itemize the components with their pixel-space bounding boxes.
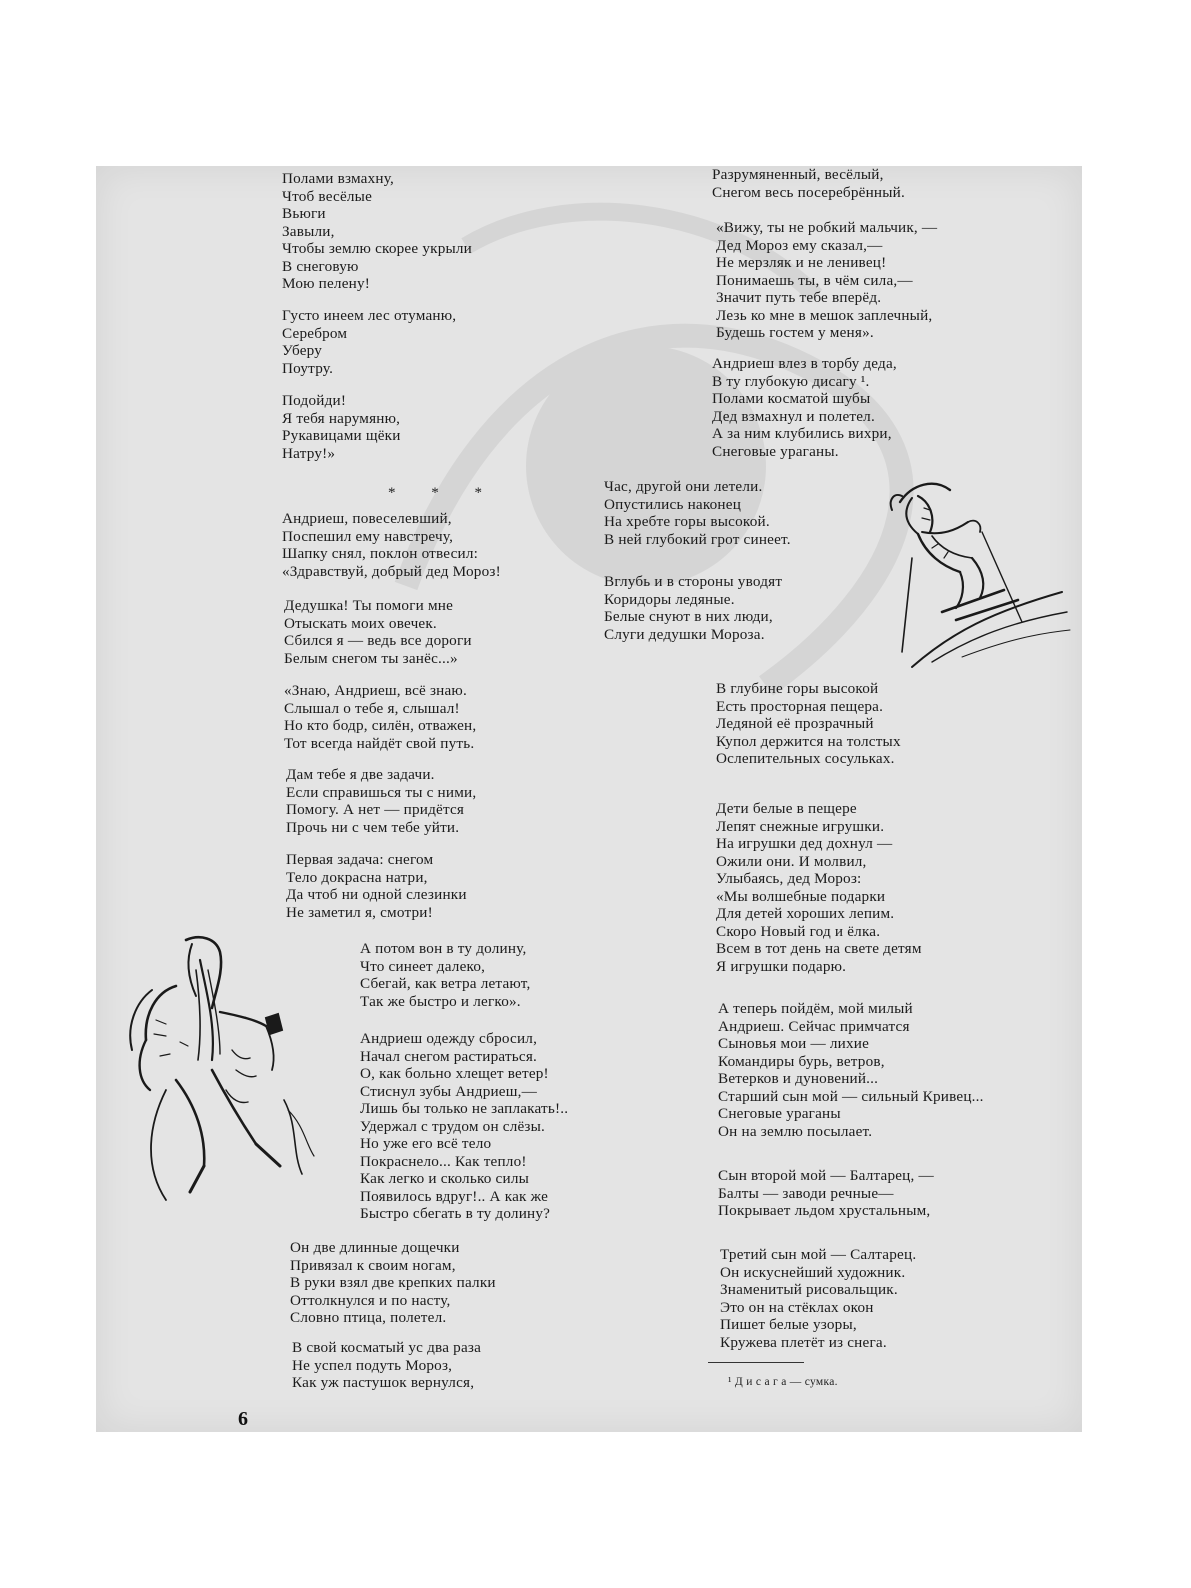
right-stanza-6: [716, 680, 901, 768]
poem-line: Дедушка! Ты помоги мне: [284, 597, 454, 614]
poem-line: «Мы волшебные подарки: [716, 887, 886, 905]
poem-line: Сбился я — ведь все дороги: [284, 632, 472, 649]
poem-line: В ней глубокий грот синеет.: [604, 530, 791, 548]
poem-line: Словно птица, полетел.: [290, 1309, 447, 1326]
poem-line: Полами взмахну,: [282, 170, 395, 187]
poem-line: Покрывает льдом хрустальным,: [718, 1202, 931, 1219]
poem-line: Чтоб весёлые: [282, 187, 373, 205]
poem-line: Тело докрасна натри,: [286, 868, 428, 886]
poem-line: Быстро сбегать в ту долину?: [360, 1205, 551, 1222]
left-stanza-11: [290, 1239, 496, 1327]
poem-line: Не успел подуть Мороз,: [292, 1356, 453, 1374]
poem-line: Значит путь тебе вперёд.: [716, 289, 882, 306]
left-stanza-10: [360, 1030, 568, 1223]
poem-line: Слуги дедушки Мороза.: [604, 625, 765, 643]
left-stanza-9: [360, 940, 530, 1010]
poem-line: Натру!»: [282, 444, 336, 462]
left-stanza-12: [292, 1339, 481, 1392]
poem-line: Но уже его всё тело: [360, 1135, 492, 1152]
poem-line: Что синеет далеко,: [360, 957, 486, 975]
poem-line: Густо инеем лес отуманю,: [282, 307, 457, 324]
poem-line: Ледяной её прозрачный: [716, 715, 874, 732]
poem-line: Вглубь и в стороны уводят: [604, 573, 783, 590]
poem-line: Тот всегда найдёт свой путь.: [284, 734, 475, 752]
poem-line: Но кто бодр, силён, отважен,: [284, 717, 477, 734]
poem-line: «Вижу, ты не робкий мальчик, —: [716, 219, 938, 236]
poem-line: Мою пелену!: [282, 275, 371, 292]
poem-line: Дам тебе я две задачи.: [286, 766, 435, 783]
poem-line: А теперь пойдём, мой милый: [718, 1000, 913, 1017]
poem-line: Есть просторная пещера.: [716, 697, 884, 715]
ded-moroz-illustration: [116, 930, 316, 1210]
poem-line: Ожили они. И молвил,: [716, 852, 867, 870]
poem-line: Ослепительных сосульках.: [716, 750, 895, 767]
poem-line: Поутру.: [282, 359, 334, 377]
poem-line: Оттолкнулся и по насту,: [290, 1291, 451, 1309]
poem-line: Как уж пастушок вернулся,: [292, 1374, 475, 1391]
poem-line: На хребте горы высокой.: [604, 513, 770, 530]
poem-line: Снегом весь посеребрённый.: [712, 183, 905, 201]
poem-line: Третий сын мой — Салтарец.: [720, 1246, 917, 1263]
right-stanza-7: [716, 800, 922, 975]
poem-line: Будешь гостем у меня».: [716, 324, 874, 341]
poem-line: О, как больно хлещет ветер!: [360, 1065, 549, 1082]
poem-line: Ветерков и дуновений...: [718, 1070, 879, 1087]
poem-line: Коридоры ледяные.: [604, 590, 735, 608]
poem-line: Вьюги: [282, 205, 326, 222]
right-stanza-9: [718, 1167, 934, 1220]
right-stanza-2: [716, 219, 937, 342]
poem-line: Снеговые ураганы.: [712, 442, 839, 460]
poem-line: Всем в тот день на свете детям: [716, 940, 922, 957]
poem-line: Начал снегом растираться.: [360, 1047, 538, 1065]
page-number: 6: [238, 1408, 248, 1430]
poem-line: Скоро Новый год и ёлка.: [716, 922, 881, 940]
poem-line: Завыли,: [282, 222, 335, 240]
poem-line: Слышал о тебе я, слышал!: [284, 699, 460, 717]
left-stanza-1: [282, 170, 472, 293]
poem-line: Лепят снежные игрушки.: [716, 817, 885, 835]
poem-line: Белым снегом ты занёс...»: [284, 649, 458, 667]
poem-line: Белые снуют в них люди,: [604, 608, 773, 625]
left-stanza-8: [286, 851, 467, 921]
book-page: [96, 166, 1082, 1432]
left-stanza-3: [282, 392, 401, 462]
poem-line: Шапку снял, поклон отвесил:: [282, 545, 479, 562]
poem-line: Он искуснейший художник.: [720, 1263, 906, 1281]
right-stanza-5: [604, 573, 782, 643]
poem-line: В ту глубокую дисагу ¹.: [712, 372, 870, 390]
poem-line: Подойди!: [282, 392, 347, 409]
poem-line: Это он на стёклах окон: [720, 1298, 874, 1316]
poem-line: Понимаешь ты, в чём сила,—: [716, 271, 913, 289]
poem-line: Рукавицами щёки: [282, 427, 401, 444]
poem-line: Андриеш, повеселевший,: [282, 510, 452, 527]
poem-line: Пишет белые узоры,: [720, 1316, 857, 1333]
poem-line: Если справишься ты с ними,: [286, 783, 477, 801]
poem-line: Разрумяненный, весёлый,: [712, 166, 884, 183]
poem-line: Он две длинные дощечки: [290, 1239, 460, 1256]
poem-line: А потом вон в ту долину,: [360, 940, 527, 957]
left-stanza-6: [284, 682, 476, 752]
poem-line: Полами косматой шубы: [712, 390, 871, 407]
poem-line: Андриеш. Сейчас примчатся: [718, 1017, 910, 1035]
poem-line: Дети белые в пещере: [716, 800, 857, 817]
poem-line: В свой косматый ус два раза: [292, 1339, 482, 1356]
left-stanza-7: [286, 766, 476, 836]
right-stanza-1: [712, 166, 905, 201]
right-stanza-10: [720, 1246, 916, 1351]
poem-line: Прочь ни с чем тебе уйти.: [286, 818, 460, 836]
stanza-separator: * * *: [388, 485, 498, 501]
poem-line: Кружева плетёт из снега.: [720, 1333, 887, 1351]
poem-line: Покраснело... Как тепло!: [360, 1152, 527, 1170]
footnote: ¹ Д и с а г а — сумка.: [728, 1376, 838, 1388]
poem-line: Как легко и сколько силы: [360, 1170, 530, 1187]
poem-line: Дед Мороз ему сказал,—: [716, 236, 883, 254]
right-stanza-4: [604, 478, 791, 548]
poem-line: Я тебя нарумяню,: [282, 409, 401, 427]
poem-line: Снеговые ураганы: [718, 1105, 841, 1122]
poem-line: Не мерзляк и не ленивец!: [716, 254, 887, 271]
poem-line: Уберу: [282, 342, 323, 359]
right-stanza-8: [718, 1000, 984, 1140]
poem-line: Сыновья мои — лихие: [718, 1035, 870, 1052]
poem-line: На игрушки дед дохнул —: [716, 835, 893, 852]
poem-line: Удержал с трудом он слёзы.: [360, 1117, 546, 1135]
poem-line: В глубине горы высокой: [716, 680, 879, 697]
poem-line: Чтобы землю скорее укрыли: [282, 240, 472, 257]
poem-line: А за ним клубились вихри,: [712, 425, 892, 442]
poem-line: Появилось вдруг!.. А как же: [360, 1187, 549, 1205]
poem-line: Андриеш влез в торбу деда,: [712, 355, 897, 372]
poem-line: Привязал к своим ногам,: [290, 1256, 456, 1274]
poem-line: Стиснул зубы Андриеш,—: [360, 1082, 538, 1100]
left-stanza-5: [284, 597, 472, 667]
poem-line: Старший сын мой — сильный Кривец...: [718, 1087, 984, 1105]
poem-line: Андриеш одежду сбросил,: [360, 1030, 538, 1047]
poem-line: Знаменитый рисовальщик.: [720, 1281, 898, 1298]
poem-line: Первая задача: снегом: [286, 851, 434, 868]
right-stanza-3: [712, 355, 897, 460]
left-stanza-4: [282, 510, 501, 580]
poem-line: Он на землю посылает.: [718, 1122, 873, 1140]
left-stanza-2: [282, 307, 456, 377]
poem-line: Помогу. А нет — придётся: [286, 801, 465, 818]
poem-line: Лезь ко мне в мешок заплечный,: [716, 306, 933, 324]
poem-line: Я игрушки подарю.: [716, 957, 847, 975]
poem-line: Сын второй мой — Балтарец, —: [718, 1167, 934, 1184]
poem-line: Отыскать моих овечек.: [284, 614, 437, 632]
poem-line: Опустились наконец: [604, 495, 742, 513]
poem-line: Балты — заводи речные—: [718, 1184, 894, 1202]
skier-illustration: [872, 462, 1072, 674]
poem-line: Так же быстро и легко».: [360, 992, 521, 1010]
poem-line: В руки взял две крепких палки: [290, 1274, 496, 1291]
poem-line: Для детей хороших лепим.: [716, 905, 895, 922]
poem-line: Не заметил я, смотри!: [286, 903, 433, 921]
poem-line: Лишь бы только не заплакать!..: [360, 1100, 569, 1117]
poem-line: «Знаю, Андриеш, всё знаю.: [284, 682, 467, 699]
poem-line: Сбегай, как ветра летают,: [360, 975, 531, 992]
poem-line: Командиры бурь, ветров,: [718, 1052, 885, 1070]
poem-line: Час, другой они летели.: [604, 478, 763, 495]
poem-line: Дед взмахнул и полетел.: [712, 407, 875, 425]
poem-line: Купол держится на толстых: [716, 732, 901, 750]
poem-line: В снеговую: [282, 257, 359, 275]
poem-line: «Здравствуй, добрый дед Мороз!: [282, 562, 501, 580]
footnote-rule: [708, 1362, 804, 1363]
poem-line: Да чтоб ни одной слезинки: [286, 886, 467, 903]
poem-line: Поспешил ему навстречу,: [282, 527, 454, 545]
poem-line: Улыбаясь, дед Мороз:: [716, 870, 862, 887]
poem-line: Серебром: [282, 324, 348, 342]
